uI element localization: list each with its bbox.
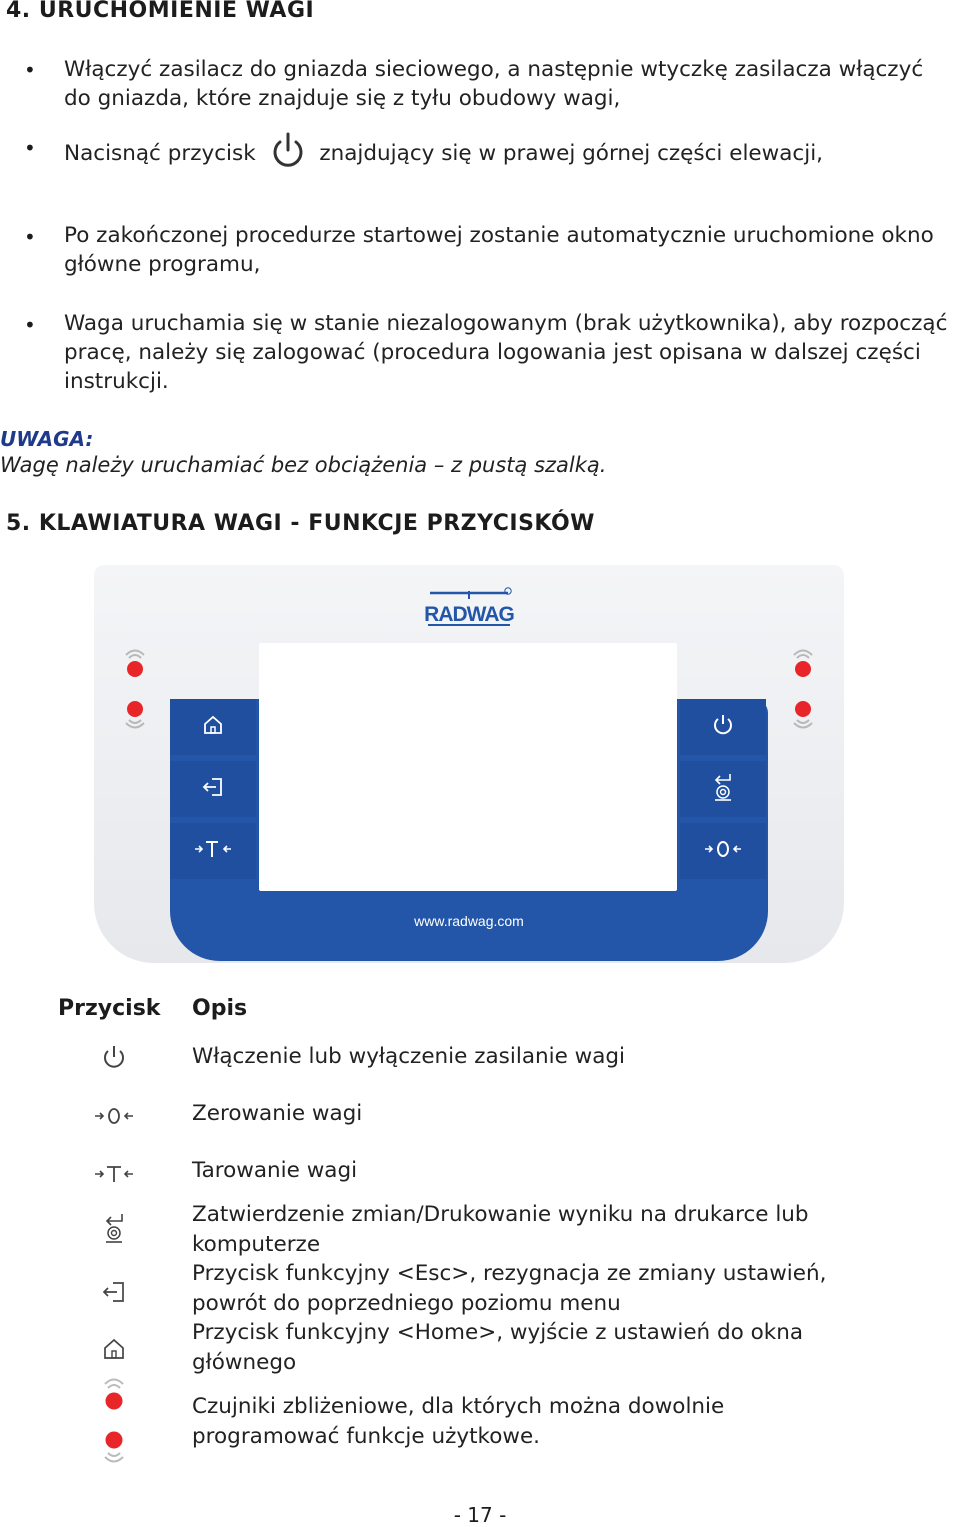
proximity-sensor-icon[interactable] — [120, 647, 150, 681]
bullet-dot: • — [24, 58, 36, 82]
proximity-sensor-icon[interactable] — [788, 647, 818, 681]
esc-icon — [201, 776, 225, 802]
esc-button[interactable] — [170, 761, 256, 817]
home-icon — [92, 1331, 136, 1367]
zero-icon — [92, 1098, 136, 1134]
zero-button[interactable] — [680, 823, 766, 879]
bullet-dot: • — [24, 136, 36, 160]
zero-icon — [703, 838, 743, 864]
proximity-sensor-icon — [92, 1376, 136, 1414]
esc-icon — [92, 1274, 136, 1310]
page-number: - 17 - — [453, 1503, 507, 1527]
bullet-text-4: Waga uruchamia się w stanie niezalogowanym (brak użytkownika), aby rozpocząć pracę, należy się zalogować (procedura logowania jest opisana w dalszej części instrukcji. — [64, 311, 948, 394]
row-desc-power: Włączenie lub wyłączenie zasilanie wagi — [192, 1044, 626, 1069]
bullet-text-3: Po zakończonej procedurze startowej zostanie automatycznie uruchomione okno główne programu, — [64, 223, 934, 277]
note-title: UWAGA: — [0, 427, 94, 451]
tare-icon — [92, 1156, 136, 1192]
bullet-text-2-before: Nacisnąć przycisk — [64, 141, 256, 166]
power-button[interactable] — [680, 699, 766, 755]
tare-icon — [193, 838, 233, 864]
print-enter-icon — [92, 1208, 136, 1248]
column-header-description: Opis — [192, 996, 248, 1021]
radwag-logo — [424, 587, 514, 631]
row-desc-esc: Przycisk funkcyjny <Esc>, rezygnacja ze zmiany ustawień, powrót do poprzedniego poziomu menu — [192, 1261, 827, 1316]
bullet-dot: • — [24, 313, 36, 337]
row-desc-zero: Zerowanie wagi — [192, 1101, 363, 1126]
bullet-dot: • — [24, 225, 36, 249]
row-desc-tare: Tarowanie wagi — [192, 1158, 358, 1183]
row-desc-sensors: Czujniki zbliżeniowe, dla których można dowolnie programować funkcje użytkowe. — [192, 1394, 725, 1449]
section-4-title: 4. URUCHOMIENIE WAGI — [6, 0, 315, 23]
row-desc-home: Przycisk funkcyjny <Home>, wyjście z ustawień do okna głównego — [192, 1320, 804, 1375]
scale-keypad-panel — [94, 565, 844, 963]
bullet-text-2 — [64, 132, 944, 172]
proximity-sensor-icon[interactable] — [788, 697, 818, 731]
column-header-button: Przycisk — [58, 996, 161, 1021]
print-enter-button[interactable] — [680, 761, 766, 817]
row-desc-print-enter: Zatwierdzenie zmian/Drukowanie wyniku na drukarce lub komputerze — [192, 1202, 809, 1257]
power-icon — [92, 1040, 136, 1076]
logo-text: RADWAG — [424, 603, 514, 626]
note-text: Wagę należy uruchamiać bez obciążenia – z pustą szalką. — [0, 453, 607, 477]
proximity-sensor-icon[interactable] — [120, 697, 150, 731]
home-icon — [202, 714, 224, 740]
power-icon — [711, 713, 735, 741]
display-screen — [259, 643, 677, 891]
power-icon — [267, 132, 309, 172]
tare-button[interactable] — [170, 823, 256, 879]
home-button[interactable] — [170, 699, 256, 755]
print-enter-icon — [710, 772, 736, 806]
bullet-text-1: Włączyć zasilacz do gniazda sieciowego, a następnie wtyczkę zasilacza włączyć do gniazda, które znajduje się z tyłu obudowy wagi, — [64, 57, 924, 111]
bullet-text-2-after: znajdujący się w prawej górnej części elewacji, — [319, 141, 824, 166]
website-url: www.radwag.com — [414, 913, 524, 929]
proximity-sensor-icon — [92, 1428, 136, 1466]
section-5-title: 5. KLAWIATURA WAGI - FUNKCJE PRZYCISKÓW — [6, 511, 595, 536]
